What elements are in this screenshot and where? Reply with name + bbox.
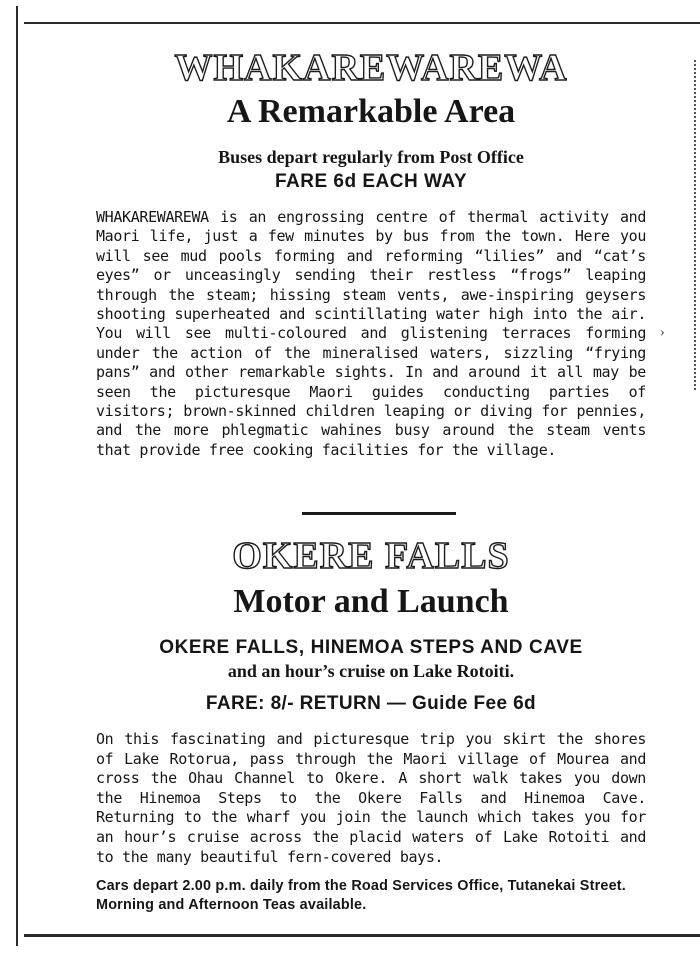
whakarewarewa-fare: FARE 6d EACH WAY <box>274 171 468 192</box>
okere-falls-cruise-line: and an hour’s cruise on Lake Rotoiti. <box>227 661 515 681</box>
stray-print-mark: › <box>660 325 665 340</box>
bottom-border-rule <box>24 934 700 937</box>
okere-falls-departure-note: Cars depart 2.00 p.m. daily from the Road Services Office, Tutanekai Street. Morning and Afternoon Teas available. <box>96 878 626 914</box>
right-dotted-rule <box>694 60 696 390</box>
okere-falls-route-headline: OKERE FALLS, HINEMOA STEPS AND CAVE <box>159 637 583 658</box>
left-column-rule <box>16 6 18 946</box>
whakarewarewa-title: WHAKAREWAREWA <box>174 47 568 89</box>
whakarewarewa-advertisement <box>96 46 646 460</box>
okere-falls-fare: FARE: 8/- RETURN — Guide Fee 6d <box>205 693 537 714</box>
whakarewarewa-subtitle: A Remarkable Area <box>226 93 516 130</box>
okere-falls-advertisement <box>96 534 646 915</box>
okere-falls-subtitle: Motor and Launch <box>233 583 509 620</box>
okere-falls-body-text: On this fascinating and picturesque trip you skirt the shores of Lake Rotorua, pass through the Maori village of Mourea and cross the Ohau Channel to Okere. A short walk takes you down the Hinemoa Steps to the Okere Falls and Hinemoa Cave. Returning to the wharf you join the launch which takes you for an hour’s cruise across the placid waters of Lake Rotoiti and to the many beautiful fern-covered bays. <box>96 730 646 866</box>
section-divider <box>302 512 456 515</box>
okere-falls-title: OKERE FALLS <box>232 535 510 577</box>
whakarewarewa-body-text: WHAKAREWAREWA is an engrossing centre of thermal activity and Maori life, just a few minutes by bus from the town. Here you will see mud pools forming and reforming “lilies” and “cat’s eyes” or unceasingly sending their restless “frogs” leaping through the steam; hissing steam vents, awe-inspiring geysers shooting superheated and scintillating water high into the air. You will see multi-coloured and glistening terraces forming under the action of the mineralised waters, sizzling “frying pans” and other remarkable sights. In and around it all may be seen the picturesque Maori guides conducting parties of visitors; brown-skinned children leaping or diving for pennies, and the more phlegmatic wahines busy around the steam vents that provide free cooking facilities for the village. <box>96 208 646 459</box>
buses-depart-line: Buses depart regularly from Post Office <box>218 147 524 167</box>
top-border-rule <box>24 22 700 24</box>
